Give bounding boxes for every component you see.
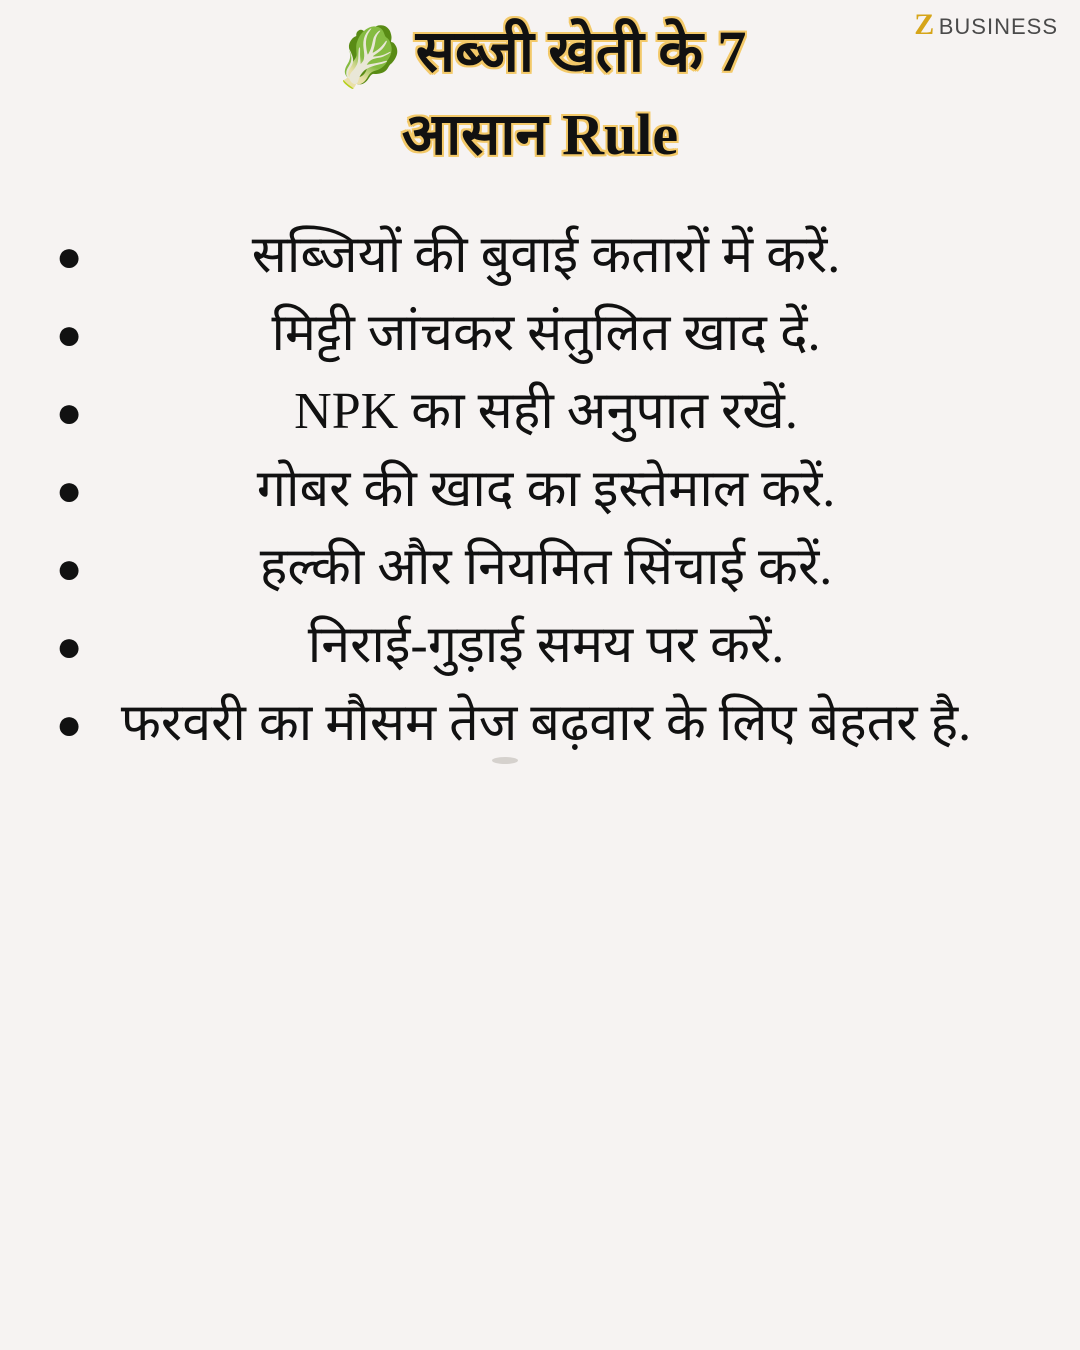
bullet-icon: ● xyxy=(55,700,83,750)
list-item xyxy=(46,693,1034,757)
background-smudge xyxy=(492,757,518,764)
leafy-green-icon: 🥬 xyxy=(333,25,406,90)
bullet-icon: ● xyxy=(55,310,83,360)
list-item-label: NPK का सही अनुपात रखें. xyxy=(294,383,798,441)
list-item xyxy=(46,225,1034,289)
list-item xyxy=(46,615,1034,679)
brand-word: BUSINESS xyxy=(938,14,1058,39)
list-item xyxy=(46,459,1034,523)
list-item-label: हल्की और नियमित सिंचाई करें. xyxy=(259,539,833,597)
list-item-label: गोबर की खाद का इस्तेमाल करें. xyxy=(256,461,836,519)
list-item-label: मिट्टी जांचकर संतुलित खाद दें. xyxy=(271,305,821,363)
bullet-icon: ● xyxy=(55,544,83,594)
bullet-icon: ● xyxy=(55,622,83,672)
brand-logo xyxy=(914,10,1058,40)
list-item xyxy=(46,303,1034,367)
list-item xyxy=(46,381,1034,445)
bullet-icon: ● xyxy=(55,232,83,282)
bullet-icon: ● xyxy=(55,466,83,516)
title-line-1-text: सब्जी खेती के 7 xyxy=(415,19,747,84)
title-line-2: आसान Rule xyxy=(401,101,679,167)
bullet-icon: ● xyxy=(55,388,83,438)
rules-list xyxy=(0,225,1080,757)
list-item-label: निराई-गुड़ाई समय पर करें. xyxy=(307,617,785,675)
title-line-1 xyxy=(60,14,1020,97)
list-item-label: फरवरी का मौसम तेज बढ़वार के लिए बेहतर है. xyxy=(120,695,972,753)
brand-mark: Z xyxy=(914,8,935,41)
list-item-label: सब्जियों की बुवाई कतारों में करें. xyxy=(251,227,841,285)
list-item xyxy=(46,537,1034,601)
